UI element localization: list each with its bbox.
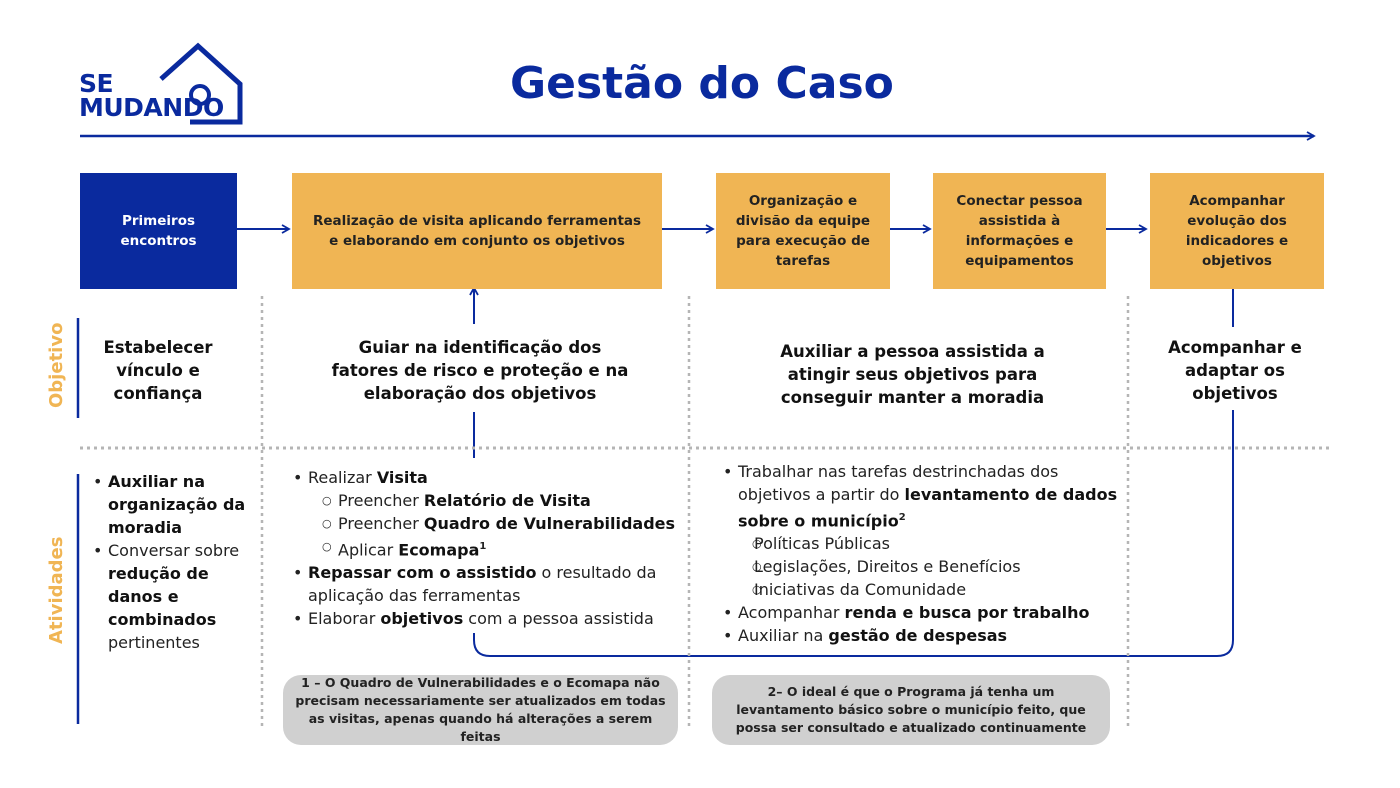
sub-list-item: ○ Preencher Quadro de Vulnerabilidades: [292, 512, 687, 535]
sub-list-item: ○ Políticas Públicas: [722, 532, 1122, 555]
list-item: • Elaborar objetivos com a pessoa assistida: [292, 607, 687, 630]
objective-3: Auxiliar a pessoa assistida a atingir seus objetivos para conseguir manter a moradia: [780, 342, 1045, 407]
list-item: • Conversar sobre redução de danos e combinados pertinentes: [92, 539, 252, 654]
list-item: • Auxiliar na organização da moradia: [92, 470, 252, 539]
footnote-1: 1 – O Quadro de Vulnerabilidades e o Ecomapa não precisam necessariamente ser atualizados em todas as visitas, apenas quando há alterações a serem feitas: [283, 675, 678, 745]
list-item: • Repassar com o assistido o resultado da aplicação das ferramentas: [292, 561, 687, 607]
footnote-2: 2– O ideal é que o Programa já tenha um levantamento básico sobre o município feito, que possa ser consultado e atualizado continuamente: [712, 675, 1110, 745]
logo: [79, 69, 224, 122]
page-title: Gestão do Caso: [510, 58, 894, 109]
objective-4: Acompanhar e adaptar os objetivos: [1168, 338, 1302, 403]
activities-col-1: [92, 470, 252, 654]
list-item: • Trabalhar nas tarefas destrinchadas dos objetivos a partir do levantamento de dados sobre o município$^2$: [722, 460, 1122, 532]
row-label-objective: Objetivo: [46, 322, 67, 408]
step-first-meetings: Primeiros encontros: [80, 173, 237, 289]
list-item: • Acompanhar renda e busca por trabalho: [722, 601, 1122, 624]
footnote-ref-2: 2: [898, 512, 906, 523]
step-visit: Realização de visita aplicando ferramentas e elaborando em conjunto os objetivos: [292, 173, 662, 289]
objective-2: Guiar na identificação dos fatores de risco e proteção e na elaboração dos objetivos: [331, 338, 629, 403]
list-item: • Realizar Visita: [292, 466, 687, 489]
step-team-organization: Organização e divisão da equipe para execução de tarefas: [716, 173, 890, 289]
row-label-activities: Atividades: [46, 536, 67, 644]
list-item: • Auxiliar na gestão de despesas: [722, 624, 1122, 647]
step-follow-up: Acompanhar evolução dos indicadores e objetivos: [1150, 173, 1324, 289]
sub-list-item: ○ Legislações, Direitos e Benefícios: [722, 555, 1122, 578]
objective-1: Estabelecer vínculo e confiança: [103, 338, 213, 403]
step-connect-person: Conectar pessoa assistida à informações e equipamentos: [933, 173, 1106, 289]
footnote-ref-1: 1: [479, 541, 487, 552]
sub-list-item: ○ Aplicar Ecomapa$^1$: [292, 535, 687, 561]
activities-col-2: [292, 466, 687, 630]
logo-line-1: SE: [79, 69, 114, 98]
sub-list-item: ○ Preencher Relatório de Visita: [292, 489, 687, 512]
sub-list-item: ○ Iniciativas da Comunidade: [722, 578, 1122, 601]
logo-line-2: MUDANDO: [79, 93, 224, 122]
activities-col-3: [722, 460, 1122, 647]
